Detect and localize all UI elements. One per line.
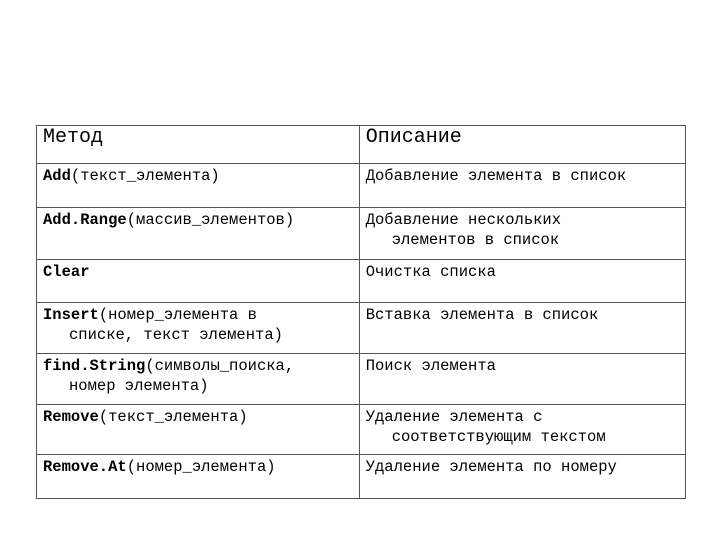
method-params: (номер_элемента в [98,306,257,324]
description-text: Очистка списка [365,263,496,281]
method-cell [37,208,360,260]
description-text: Добавление элемента в список [365,167,627,185]
description-cell [359,405,685,455]
description-text: Добавление нескольких [365,211,562,229]
method-name: Add [43,167,71,185]
description-text: Вставка элемента в список [365,306,599,324]
method-params: (текст_элемента) [98,408,248,426]
method-name: Add.Range [43,211,127,229]
table-row [37,260,686,303]
table-row [37,455,686,499]
description-cell [359,208,685,260]
method-cell [37,405,360,455]
method-cell [37,303,360,354]
method-cell [37,354,360,405]
method-params: (номер_элемента) [126,458,276,476]
table-row [37,208,686,260]
methods-table [36,125,686,499]
description-text-cont: элементов в список [391,231,560,249]
method-name: Clear [43,263,90,281]
description-cell [359,164,685,208]
description-cell [359,260,685,303]
table-row [37,303,686,354]
table-row [37,354,686,405]
description-text: Поиск элемента [365,357,496,375]
method-cell [37,455,360,499]
table-row [37,405,686,455]
method-params: (символы_поиска, [145,357,295,375]
method-name: Remove.At [43,458,127,476]
method-params: (массив_элементов) [126,211,295,229]
description-cell [359,303,685,354]
method-cell [37,260,360,303]
header-description: Описание [359,126,685,164]
method-cell [37,164,360,208]
header-method: Метод [37,126,360,164]
method-params: (текст_элемента) [70,167,220,185]
method-name: Remove [43,408,99,426]
description-cell [359,455,685,499]
method-params-cont: номер элемента) [69,377,209,395]
description-text: Удаление элемента с [365,408,543,426]
header-row [37,126,686,164]
table-row [37,164,686,208]
description-cell [359,354,685,405]
description-text-cont: соответствующим текстом [391,428,606,446]
method-name: find.String [43,357,146,375]
method-name: Insert [43,306,99,324]
method-params-cont: списке, текст элемента) [69,326,283,344]
description-text: Удаление элемента по номеру [365,458,617,476]
